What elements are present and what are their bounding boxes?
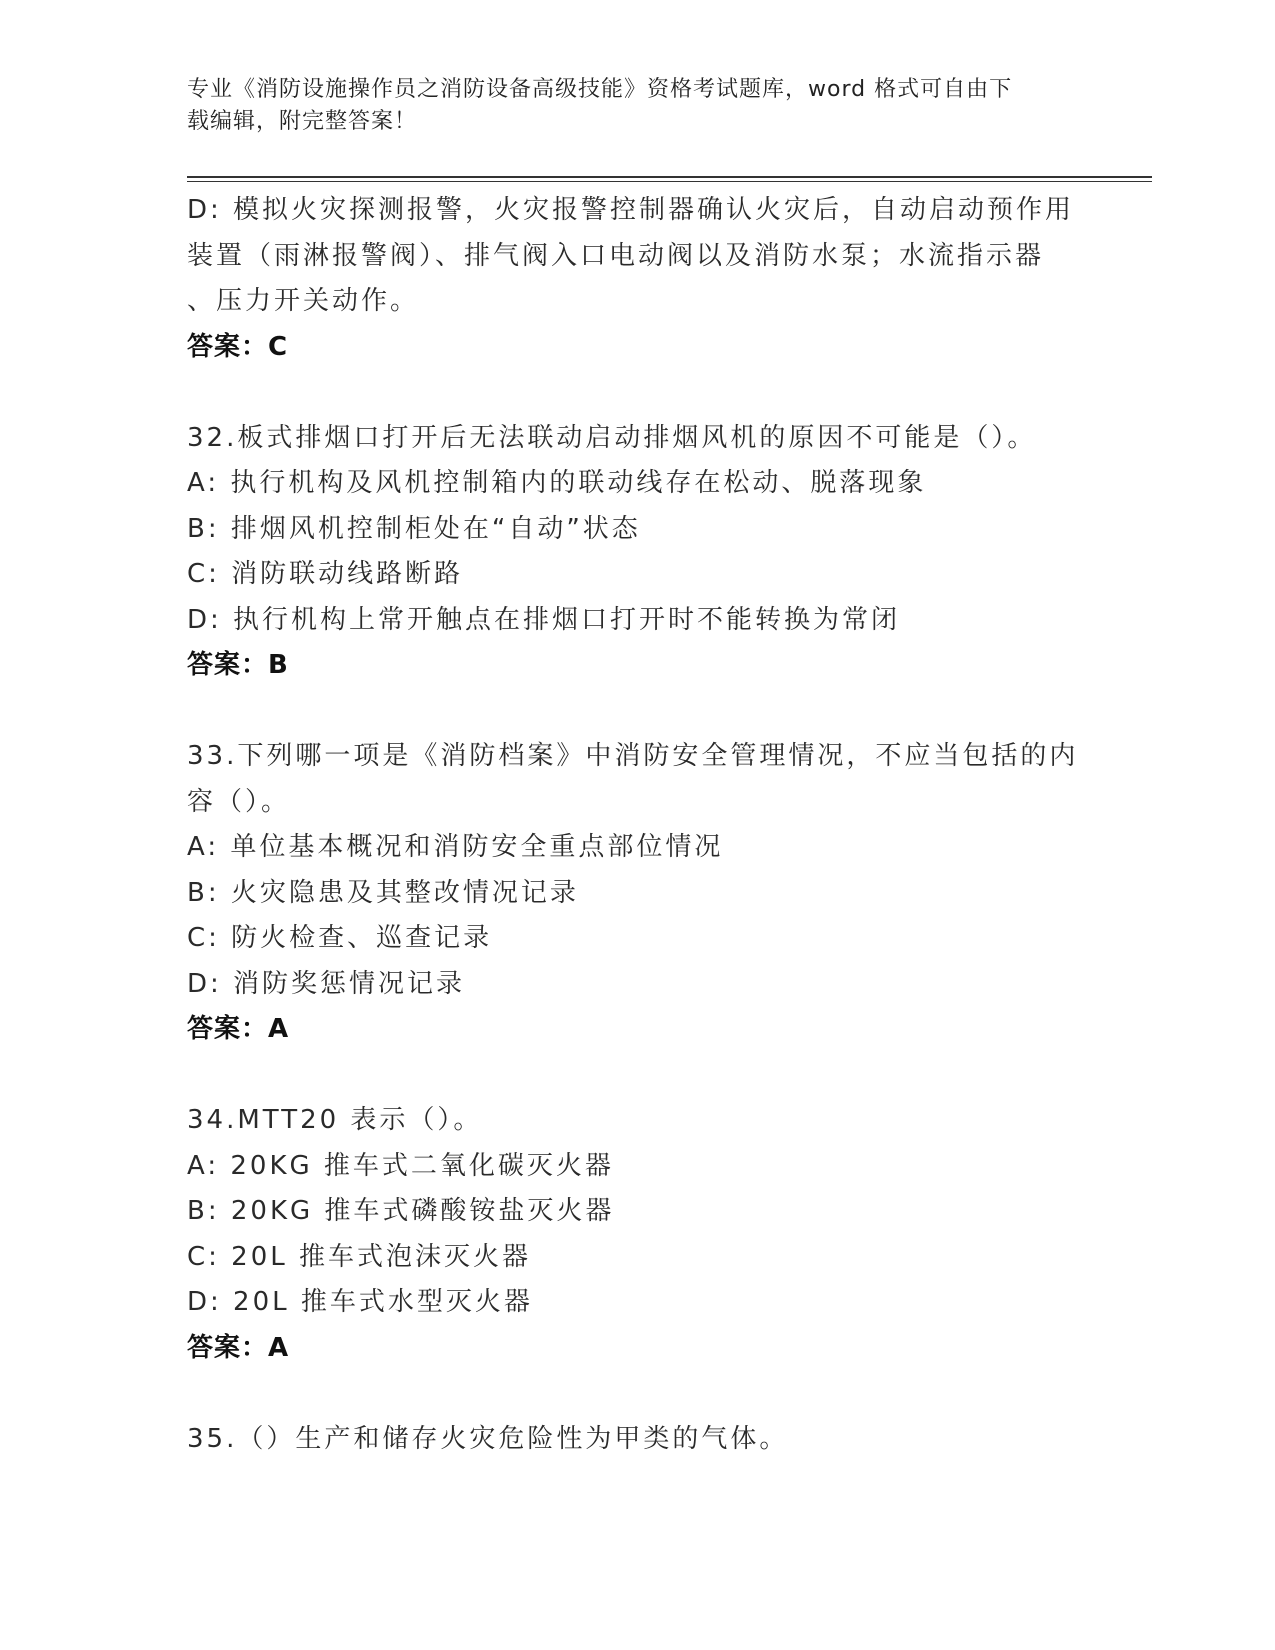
question-33 bbox=[187, 734, 1087, 1053]
answer-32: 答案：B bbox=[187, 650, 289, 680]
header-line-2: 载编辑，附完整答案！ bbox=[187, 109, 418, 134]
question-35-text: 35.（）生产和储存火灾危险性为甲类的气体。 bbox=[187, 1423, 789, 1454]
question-33-option-a: A: 单位基本概况和消防安全重点部位情况 bbox=[187, 832, 724, 862]
question-32-option-a: A: 执行机构及风机控制箱内的联动线存在松动、脱落现象 bbox=[187, 468, 927, 498]
question-33-option-c: C: 防火检查、巡查记录 bbox=[187, 923, 493, 953]
header-divider-thin bbox=[187, 181, 1152, 182]
question-32-option-b: B: 排烟风机控制柜处在“自动”状态 bbox=[187, 513, 641, 544]
option-d-line-2: 装置（雨淋报警阀）、排气阀入口电动阀以及消防水泵；水流指示器 bbox=[187, 240, 1045, 271]
question-34-option-c: C: 20L 推车式泡沫灭火器 bbox=[187, 1241, 532, 1272]
question-34-option-d: D: 20L 推车式水型灭火器 bbox=[187, 1287, 533, 1317]
header-divider-thick bbox=[187, 176, 1152, 178]
answer-31: 答案：C bbox=[187, 331, 289, 362]
question-33-option-d: D: 消防奖惩情况记录 bbox=[187, 968, 466, 999]
document-header bbox=[187, 74, 1067, 138]
question-32-option-d: D: 执行机构上常开触点在排烟口打开时不能转换为常闭 bbox=[187, 604, 901, 635]
question-32-option-c: C: 消防联动线路断路 bbox=[187, 559, 464, 589]
question-31-tail bbox=[187, 188, 1087, 370]
option-d-line-1: D: 模拟火灾探测报警，火灾报警控制器确认火灾后，自动启动预作用 bbox=[187, 195, 1075, 225]
header-line-1: 专业《消防设施操作员之消防设备高级技能》资格考试题库，word 格式可自由下 bbox=[187, 77, 1013, 102]
question-33-text-line-1: 33.下列哪一项是《消防档案》中消防安全管理情况，不应当包括的内 bbox=[187, 741, 1079, 771]
answer-33: 答案：A bbox=[187, 1014, 290, 1044]
question-33-option-b: B: 火灾隐患及其整改情况记录 bbox=[187, 877, 579, 908]
option-d-line-3: 、压力开关动作。 bbox=[187, 286, 420, 316]
question-32 bbox=[187, 416, 1087, 689]
question-32-text: 32.板式排烟口打开后无法联动启动排烟风机的原因不可能是（）。 bbox=[187, 422, 1037, 453]
question-34-option-b: B: 20KG 推车式磷酸铵盐灭火器 bbox=[187, 1196, 615, 1226]
answer-34: 答案：A bbox=[187, 1332, 290, 1363]
question-33-text-line-2: 容（）。 bbox=[187, 786, 291, 817]
question-34 bbox=[187, 1098, 1087, 1371]
question-34-text: 34.MTT20 表示（）。 bbox=[187, 1105, 483, 1135]
document-body bbox=[187, 188, 1087, 1508]
question-34-option-a: A: 20KG 推车式二氧化碳灭火器 bbox=[187, 1150, 614, 1181]
question-35 bbox=[187, 1417, 1087, 1463]
